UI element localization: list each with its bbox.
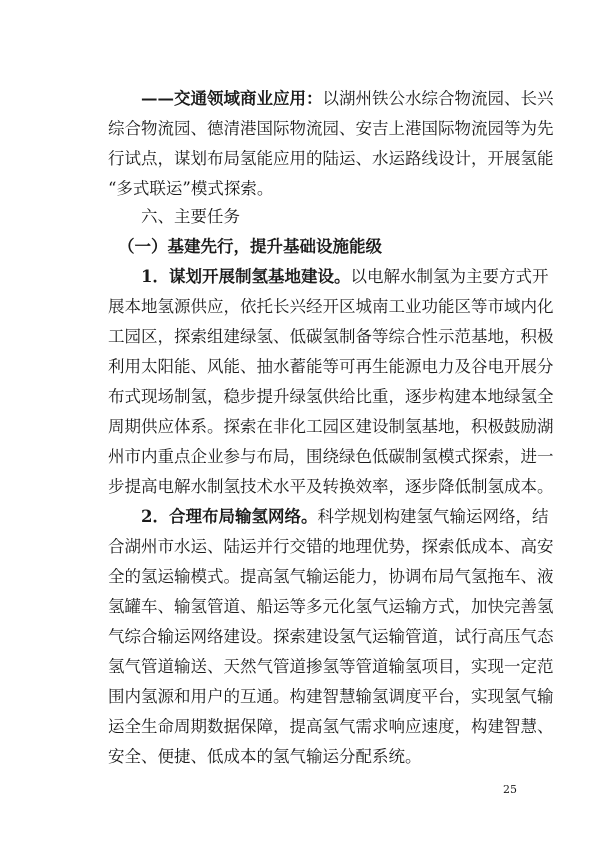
paragraph-traffic-lead: ——交通领域商业应用： bbox=[141, 89, 323, 108]
item1-line-8: 步提高电解水制氢技术水平及转换效率，逐步降低制氢成本。 bbox=[108, 477, 554, 496]
paragraph-traffic-line-1-text: 以湖州铁公水综合物流园、长兴 bbox=[322, 89, 554, 108]
item2-line-3: 全的氢运输模式。提高氢气输运能力，协调布局气氢拖车、液 bbox=[108, 567, 554, 586]
section-heading: 六、主要任务 bbox=[141, 207, 240, 226]
paragraph-traffic-line-2: 综合物流园、德清港国际物流园、安吉上港国际物流园等为先 bbox=[108, 119, 554, 138]
item2-line-5: 气综合输运网络建设。探索建设氢气运输管道，试行高压气态 bbox=[108, 627, 554, 646]
item1-line-1 bbox=[0, 262, 600, 292]
subsection-heading: （一）基建先行，提升基础设施能级 bbox=[118, 237, 382, 256]
paragraph-traffic-line-3: 行试点，谋划布局氢能应用的陆运、水运路线设计，开展氢能 bbox=[108, 149, 554, 168]
paragraph-traffic-line-4: “多式联运”模式探索。 bbox=[108, 179, 274, 198]
item2-line-6: 氢气管道输送、天然气管道掺氢等管道输氢项目，实现一定范 bbox=[108, 657, 554, 676]
item1-line-3: 工园区，探索组建绿氢、低碳氢制备等综合性示范基地，积极 bbox=[108, 327, 554, 346]
item2-line-4: 氢罐车、输氢管道、船运等多元化氢气运输方式，加快完善氢 bbox=[108, 597, 554, 616]
item1-title: 1．谋划开展制氢基地建设。 bbox=[141, 267, 351, 286]
item2-line-7: 围内氢源和用户的互通。构建智慧输氢调度平台，实现氢气输 bbox=[108, 687, 554, 706]
item1-line-6: 周期供应体系。探索在非化工园区建设制氢基地，积极鼓励湖 bbox=[108, 417, 554, 436]
item2-line-1-text: 科学规划构建氢气输运网络，结 bbox=[317, 507, 549, 526]
page-number: 25 bbox=[503, 783, 517, 796]
item1-line-7: 州市内重点企业参与布局，围绕绿色低碳制氢模式探索，进一 bbox=[108, 447, 554, 466]
item2-line-2: 合湖州市水运、陆运并行交错的地理优势，探索低成本、高安 bbox=[108, 537, 554, 556]
item2-title: 2．合理布局输氢网络。 bbox=[141, 507, 318, 526]
item2-line-9: 安全、便捷、低成本的氢气输运分配系统。 bbox=[108, 747, 422, 766]
item2-line-1 bbox=[0, 502, 600, 532]
item2-line-8: 运全生命周期数据保障，提高氢气需求响应速度，构建智慧、 bbox=[108, 717, 554, 736]
item1-line-2: 展本地氢源供应，依托长兴经开区城南工业功能区等市域内化 bbox=[108, 297, 554, 316]
item1-line-5: 布式现场制氢，稳步提升绿氢供给比重，逐步构建本地绿氢全 bbox=[108, 387, 554, 406]
item1-line-1-text: 以电解水制氢为主要方式开 bbox=[350, 267, 549, 286]
item1-line-4: 利用太阳能、风能、抽水蓄能等可再生能源电力及谷电开展分 bbox=[108, 357, 554, 376]
paragraph-traffic-line-1 bbox=[0, 84, 600, 114]
